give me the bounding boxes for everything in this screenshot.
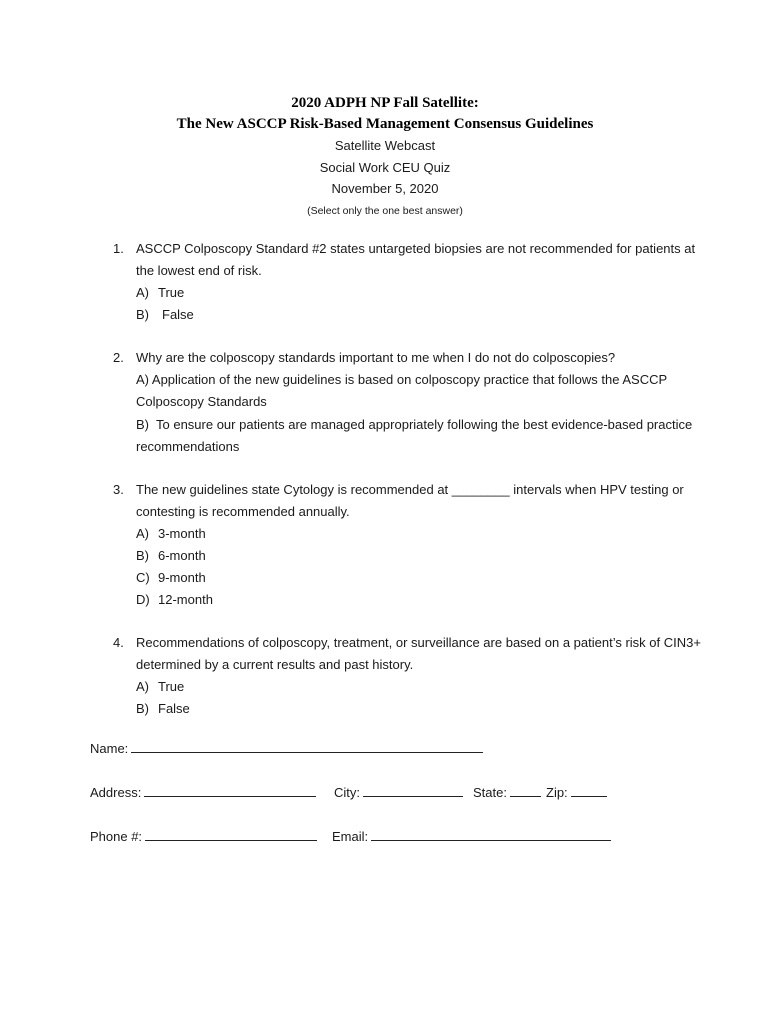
option-text: True	[158, 679, 185, 694]
question-text: The new guidelines state Cytology is recommended at ________ intervals when HPV testing or contesting is recommended annually.	[136, 482, 684, 519]
question-list	[113, 238, 703, 741]
email-label: Email:	[332, 829, 369, 844]
phone-row	[90, 826, 483, 870]
answer-option[interactable]	[136, 304, 703, 326]
option-text: 6-month	[158, 548, 206, 563]
zip-field[interactable]	[571, 782, 607, 797]
phone-label: Phone #:	[90, 829, 143, 844]
option-text: To ensure our patients are managed appropriately following the best evidence-based practice recommendations	[136, 417, 693, 454]
answer-option[interactable]	[136, 523, 703, 545]
quiz-header	[0, 93, 770, 221]
city-field[interactable]	[363, 782, 463, 797]
address-row	[90, 782, 568, 826]
title-line-2: The New ASCCP Risk-Based Management Consensus Guidelines	[176, 116, 594, 132]
answer-option[interactable]	[136, 676, 703, 698]
state-label: State:	[473, 785, 507, 800]
option-text: False	[162, 307, 194, 322]
answer-options	[136, 282, 703, 326]
option-letter: B)	[136, 548, 149, 563]
option-text: Application of the new guidelines is based on colposcopy practice that follows the ASCCP Colposcopy Standards	[136, 372, 667, 409]
answer-option[interactable]	[136, 567, 703, 589]
option-letter: B)	[136, 307, 149, 322]
contact-form	[90, 738, 568, 870]
quiz-date: November 5, 2020	[331, 181, 439, 196]
name-field[interactable]	[131, 738, 483, 753]
question-2	[113, 347, 703, 458]
answer-option[interactable]	[136, 282, 703, 304]
question-number: 2.	[113, 350, 124, 365]
subtitle-webcast: Satellite Webcast	[334, 138, 436, 153]
state-field[interactable]	[510, 782, 541, 797]
option-text: False	[158, 701, 190, 716]
address-field[interactable]	[144, 782, 316, 797]
answer-options	[136, 523, 703, 611]
option-text: 12-month	[158, 592, 213, 607]
subtitle-quiz: Social Work CEU Quiz	[319, 159, 451, 175]
option-text: 9-month	[158, 570, 206, 585]
answer-option[interactable]	[136, 369, 703, 413]
option-letter: B)	[136, 701, 149, 716]
option-text: 3-month	[158, 526, 206, 541]
question-3	[113, 479, 703, 611]
option-letter: A)	[136, 679, 149, 694]
option-letter: B)	[136, 417, 149, 432]
answer-option[interactable]	[136, 589, 703, 611]
option-letter: C)	[136, 570, 150, 585]
option-letter: A)	[136, 526, 149, 541]
option-letter: A)	[136, 285, 149, 300]
option-letter: A)	[136, 372, 149, 387]
name-row	[90, 738, 483, 782]
zip-label: Zip:	[546, 785, 568, 800]
question-number: 1.	[113, 241, 124, 256]
title-line-1: 2020 ADPH NP Fall Satellite:	[291, 95, 479, 111]
email-field[interactable]	[371, 826, 611, 841]
option-letter: D)	[136, 592, 150, 607]
answer-option[interactable]	[136, 698, 703, 720]
city-label: City:	[334, 785, 360, 800]
answer-option[interactable]	[136, 414, 703, 458]
instruction-note: (Select only the one best answer)	[307, 204, 463, 217]
address-label: Address:	[90, 785, 142, 800]
option-text: True	[158, 285, 185, 300]
name-label: Name:	[90, 741, 129, 756]
question-text: ASCCP Colposcopy Standard #2 states untargeted biopsies are not recommended for patients at the lowest end of risk.	[136, 241, 696, 278]
question-number: 3.	[113, 482, 124, 497]
phone-field[interactable]	[145, 826, 317, 841]
question-1	[113, 238, 703, 326]
answer-options	[136, 676, 703, 720]
question-text: Recommendations of colposcopy, treatment, or surveillance are based on a patient’s risk of CIN3+ determined by a current results and past history.	[136, 635, 701, 672]
answer-option[interactable]	[136, 545, 703, 567]
question-text: Why are the colposcopy standards important to me when I do not do colposcopies?	[136, 350, 616, 365]
question-4	[113, 632, 703, 720]
question-number: 4.	[113, 635, 124, 650]
